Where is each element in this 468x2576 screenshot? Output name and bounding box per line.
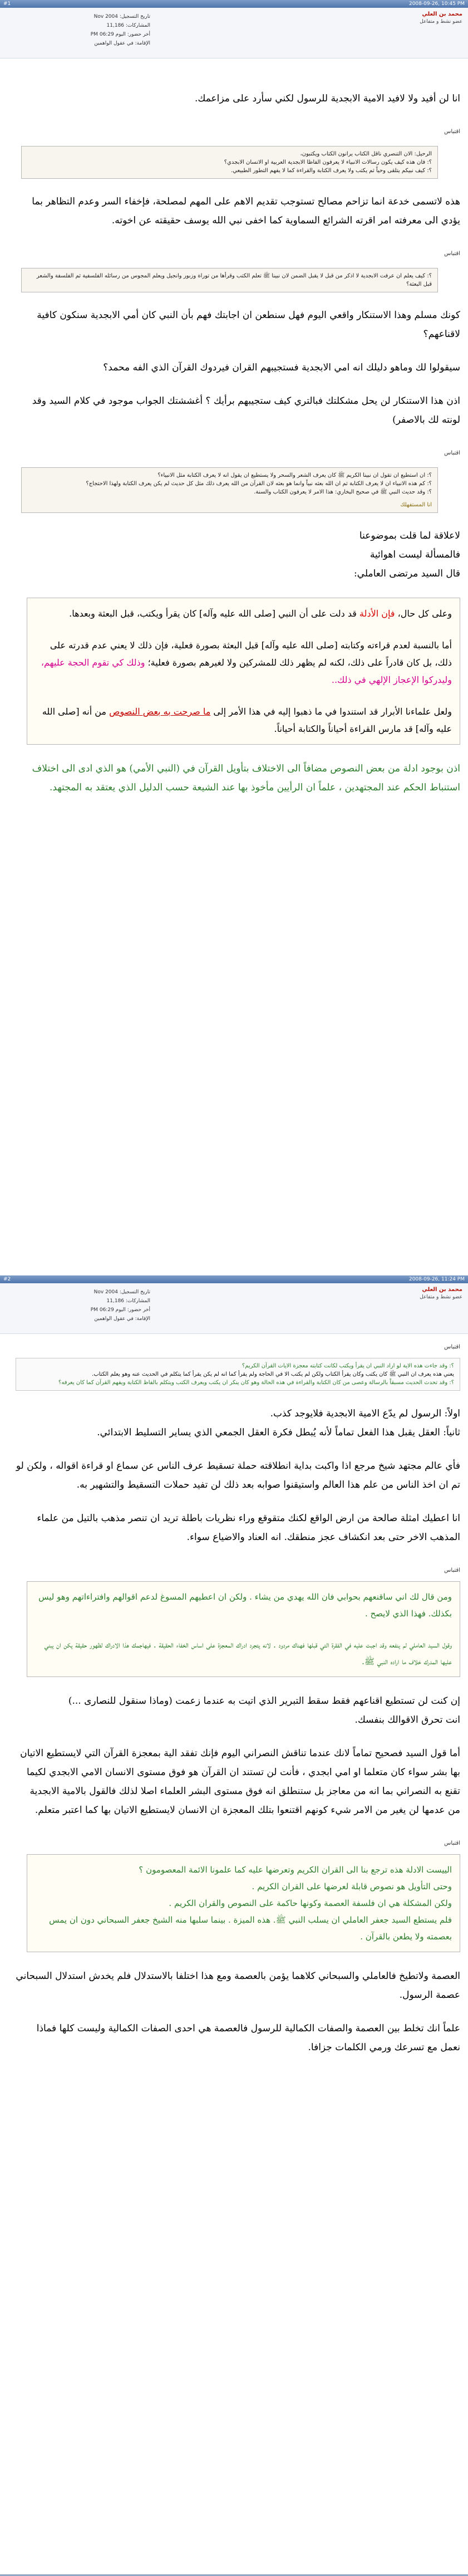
quote-highlight: فإن الأدلة — [359, 608, 395, 619]
cited-quote — [27, 598, 460, 745]
quote-box — [27, 1854, 460, 1952]
quote-label: اقتباس — [444, 1840, 460, 1846]
paragraph: فأي عالم مجتهد شيخ مرجع اذا واكبت بداية انطلاقته حملة تسقيط عرف الناس عن سماع او قراءة اقواله ، ولكن لو تم ان اخذ الناس من علم هذا العالم واستيقنوا صوابه بعد ذلك لن تفيد حملات التسقيط والتشهير به. — [16, 1460, 460, 1490]
post-body — [16, 89, 460, 812]
quote-source: انا المستفهلك — [400, 502, 432, 508]
quote-line: ؟: كيف نبيكم يتلقى وحياً ثم يكتب ولا يعرف الكتابة والقراءة كما لا يفهم التطور الطبيعي. — [230, 168, 432, 174]
quote-highlight: وذلك كي تقوم الحجة عليهم، وليدركوا الإعجاز الإلهي في ذلك.. — [41, 657, 452, 685]
user-title: عضو نشط و متفاعل — [420, 19, 462, 25]
paragraph: سيقولوا لك وماهو دليلك انه امي الابجدية فستجيبهم القران فيردوك القرآن الذي الفه محمد؟ — [103, 362, 460, 373]
post-2 — [0, 1275, 468, 2576]
post-header — [0, 1275, 468, 1283]
paragraph: ثانياً: العقل يقبل هذا الفعل تماماً لأنه يُبطل فكرة العقل الجمعي الذي يساير التسليط الابتدائي. — [97, 1427, 460, 1438]
quote-highlight: ما صرحت به بعض النصوص — [109, 706, 211, 717]
quote-line: ؟: كيف يعلم ان عرفت الابجدية لا اذكر من قبل لا يقبل الضمن لان نبينا ﷺ تعلم الكتب وقرأها من توراة وزبور وانجيل ويعلم المجوس من رسائله الفلسفية ثم الفلسفة والشعر قبل البعثة؟ — [36, 273, 432, 287]
stat-posts: المشاركات: 11,186 — [106, 23, 150, 28]
paragraph: اولاً: الرسول لم يدّع الامية الابجدية فلايوجد كذب. — [270, 1408, 460, 1419]
post-date: 2008-09-26, 10:45 PM — [408, 1, 465, 7]
quote-line: الييست الادلة هذه ترجع بنا الى القران الكريم وتعرضها عليه كما علمونا الائمة المعصومون ؟ — [139, 1865, 452, 1875]
paragraph: انت تحرق الاقوالك بنفسك. — [354, 1714, 460, 1726]
quote-label: اقتباس — [444, 1344, 460, 1350]
post-number[interactable]: #2 — [3, 1277, 11, 1282]
stat-last-seen: أخر حضور: اليوم 06:29 PM — [90, 1307, 150, 1313]
quote-label: اقتباس — [444, 129, 460, 135]
stat-joined: تاريخ التسجيل: Nov 2004 — [93, 1289, 150, 1295]
post-1 — [0, 0, 468, 1244]
quote-text: وعلى كل حال، — [397, 608, 452, 619]
paragraph: أما قول السيد فصحيح تماماً لانك عندما تناقش النصراني اليوم فإنك تفقد الية بمعجزة القرآن التي لايستطيع الاتيان بها بشر سواء كان متعلما او امي ابجدي ، فأنت لن تستند ان القرآن هو فوق مستوى الانسان الامي الابجدي لكيما تقنع به النصراني بما انه من معاجز بل ستنطلق انه فوق مستوى البشر العلماء اصلا لذلك فالقول بالامية الابجدية من عدمها لن يغير من الامر شيء كونهم اقتنعوا بتلك المعجزة ان الانسان لايستطيع الاتيان بها كما اعتبر متعلم. — [20, 1748, 460, 1816]
conclusion-paragraph: اذن بوجود ادلة من بعض النصوص مضافاً الى الاختلاف بتأويل القرآن في (النبي الأمي) هو الذي ادى الى اختلاف استنباط الحكم عند المجتهدين ، علماً ان الرأيين مأخوذ بها عند الشيعة حسب الدليل الذي يعتقد به المجتهد. — [32, 763, 460, 793]
quote-text: أما بالنسبة لعدم قراءته وكتابته [صلى الله عليه وآله] قبل البعثة بصورة فعلية، فإن ذلك لا يعني عدم قدرته على ذلك، بل كان قادراً على ذلك، لكنه لم يظهر ذلك للمشركين ولا لغيرهم بصورة فعلية؛ — [50, 640, 452, 668]
paragraph: فالمسألة ليست اهوائية — [370, 549, 460, 560]
stat-location: الإقامة: في عقول الواهمين — [94, 1316, 150, 1322]
quote-line: ؟: ان استطيع ان تقول ان نبينا الكريم ﷺ كان يعرف الشعر والسحر ولا يستطيع ان يقول انه لا يعرف الكتابة مثل الانبياء؟ — [157, 472, 432, 478]
post-date: 2008-09-26, 11:24 PM — [408, 1277, 465, 1282]
user-stats — [6, 1288, 150, 1323]
paragraph: هذه لاتسمى خدعة انما تزاحم مصالح تستوجب تقديم الاهم على المهم لمصلحة، فإخفاء السر وعدم التظاهر بما يؤدي الى معرفته امر اقرته الشرائع السماوية كما اخفى نبي الله يوسف حقيقته عن اخوته. — [32, 196, 460, 226]
paragraph: انا اعطيك امثلة صالحة من ارض الواقع لكنك متقوقع وراء نظريات باطلة تريد ان تنصر مذهب بالتيل من علماء المذهب الاخر حتى بعد انكشاف عجز منطقك. انه العناد والاضياع سواء. — [37, 1513, 460, 1543]
quote-line: ؟: وقد حديث النبي ﷺ في صحيح البخاري: هذا الامر لا يعرفون الكتاب والسنة. — [254, 489, 432, 495]
quote-label: اقتباس — [444, 450, 460, 456]
quote-line: ؟: كم هذه الانبياء ان لا يعرف الكتابة ثم ان الله بعثه نبياً وانما هو بعثه لان القرآن من الله يعرف ذلك مثل كل حديث لم يكن يعرف الكتابة ولهذا الاحتجاج؟ — [86, 481, 432, 487]
quote-box — [16, 1358, 460, 1391]
stat-joined: تاريخ التسجيل: Nov 2004 — [93, 14, 150, 19]
post-separator — [0, 1242, 468, 1275]
post-header — [0, 0, 468, 8]
quote-text: ولعل علماءنا الأبرار قد استندوا في ما ذهبوا إليه في هذا الأمر إلى — [213, 706, 452, 717]
quote-line: وقول السيد العاملي لم ينفعه وقد اجبت عليه في الفقرة التي قبلها فهناك مردود . لانه يتجرد ادراك المعجزة على اساس الخفاء الحقيقة . فيهاجمك هذا الادراك لظهور حقيقة يكن ان يبني عليها المدرك خلاف ما اراده النبي ﷺ. — [44, 1640, 452, 1666]
username-link[interactable]: محمد بن العلي — [422, 11, 462, 17]
paragraph: انا لن أفيد ولا لافيد الامية الابجدية للرسول لكني سأرد على مزاعمك. — [194, 93, 460, 104]
quote-line: ؟: فان هذه كيف يكون رسالات الانبياء لا يعرفون الفاظا الابجدية العربية او الانسان الابجدي؟ — [224, 159, 432, 165]
post-body — [16, 1338, 460, 2071]
quote-text: قد دلت على أن النبي [صلى الله عليه وآله] كان يقرأ ويكتب، قبل البعثة وبعدها. — [69, 608, 357, 619]
user-info-panel — [0, 1283, 468, 1334]
quote-line: ؟: وقد جاءت هذه الاية لو اراد النبي ان يقرأ ويكتب لكانت كتابته معجزة الايات القرآن الكريم؟ — [242, 1363, 454, 1369]
quote-line: ؟: وقد تحدث الحديث مسبقاً بالرسالة وعصى من كان الكتابة والقراءة في هذه الحالة وهو كان ينكر ان يكتب ويعرف الكتب ويتكلم بالفاظ الكتابة ويفهم القرآن كما كان يعرفه؟ — [58, 1380, 454, 1386]
quote-text: من أنه [صلى الله عليه وآله] قد مارس القراءة أحياناً والكتابة أحياناً. — [42, 706, 452, 734]
user-title: عضو نشط و متفاعل — [420, 1294, 462, 1300]
quote-box — [21, 268, 438, 292]
paragraph: العصمة ولاتطيخ فالعاملي والسبحاني كلاهما يؤمن بالعصمة ومع هذا اختلفا بالاستدلال فلم يخدش استدلال السبحاني عصمة الرسول. — [16, 1971, 460, 2001]
paragraph: قال السيد مرتضى العاملي: — [353, 568, 460, 579]
stat-last-seen: أخر حضور: اليوم 06:29 PM — [90, 32, 150, 37]
paragraph: كونك مسلم وهذا الاستنكار واقعي اليوم فهل سنطعن ان اجابتك فهم بأن النبي كان أمي الابجدية سنكون كافية لاقناعهم؟ — [37, 310, 460, 340]
stat-location: الإقامة: في عقول الواهمين — [94, 41, 150, 46]
quote-line: ومن قال لك اني ساقنعهم بحوابي فان الله يهدي من يشاء . ولكن ان اعطيهم المسوغ لدعم اقوالهم وافتراءاتهم وهو ليس بكذلك. فهذا الذي لايصح . — [38, 1592, 452, 1619]
paragraph: علماً انك تخلط بين العصمة والصفات الكمالية للرسول فالعصمة هي احدى الصفات الكمالية وليست كلها فماذا نعمل مع تسرعك ورمي الكلمات جزافا. — [36, 2023, 460, 2053]
quote-line: وحتى التأويل هو نصوص قابلة لعرضها على القران الكريم . — [252, 1881, 452, 1891]
quote-line: يعني هذه يعرف ان النبي ﷺ كان يكتب وكان يقرأ الكتاب ولكن لم يكتب الا في الحاجة ولم يقرأ كما انه لم يكن يقرأ كما يتكلم في الحديث عنه وهو يعلم الكتاب. — [92, 1371, 454, 1377]
quote-line: فلم يستطع السيد جعفر العاملي ان يسلب النبي ﷺ. هذه الميزة . بينما سلبها منه الشيخ جعفر السبحاني دون ان يمس بعصمته ولا يطعن بالقرآن . — [49, 1915, 452, 1942]
quote-line: الرحيل: الان التنصري ناقل الكتاب يرانون الكتاب ويكتبون، — [300, 151, 432, 157]
paragraph: لاعلاقة لما قلت بموضوعنا — [359, 530, 460, 541]
user-stats — [6, 12, 150, 48]
username-link[interactable]: محمد بن العلي — [422, 1287, 462, 1293]
quote-line: ولكن المشكلة هي ان فلسفة العصمة وكونها حاكمة على النصوص والقران الكريم . — [169, 1898, 452, 1908]
quote-box — [27, 1581, 460, 1677]
user-info-panel — [0, 8, 468, 58]
paragraph: اذن هذا الاستنكار لن يحل مشكلتك فبالتري كيف ستجيبهم برأيك ؟ أغششتك الجواب موجود في كلام السيد وقد لونته لك بالاصفر) — [32, 395, 460, 426]
quote-label: اقتباس — [444, 251, 460, 257]
stat-posts: المشاركات: 11,186 — [106, 1298, 150, 1304]
paragraph: إن كنت لن تستطيع اقناعهم فقط سقط التبرير الذي اتيت به عندما زعمت (وماذا سنقول للنصارى ...) — [68, 1695, 460, 1707]
quote-label: اقتباس — [444, 1567, 460, 1573]
post-number[interactable]: #1 — [3, 1, 11, 7]
quote-box — [21, 146, 438, 179]
quote-box — [21, 467, 438, 513]
